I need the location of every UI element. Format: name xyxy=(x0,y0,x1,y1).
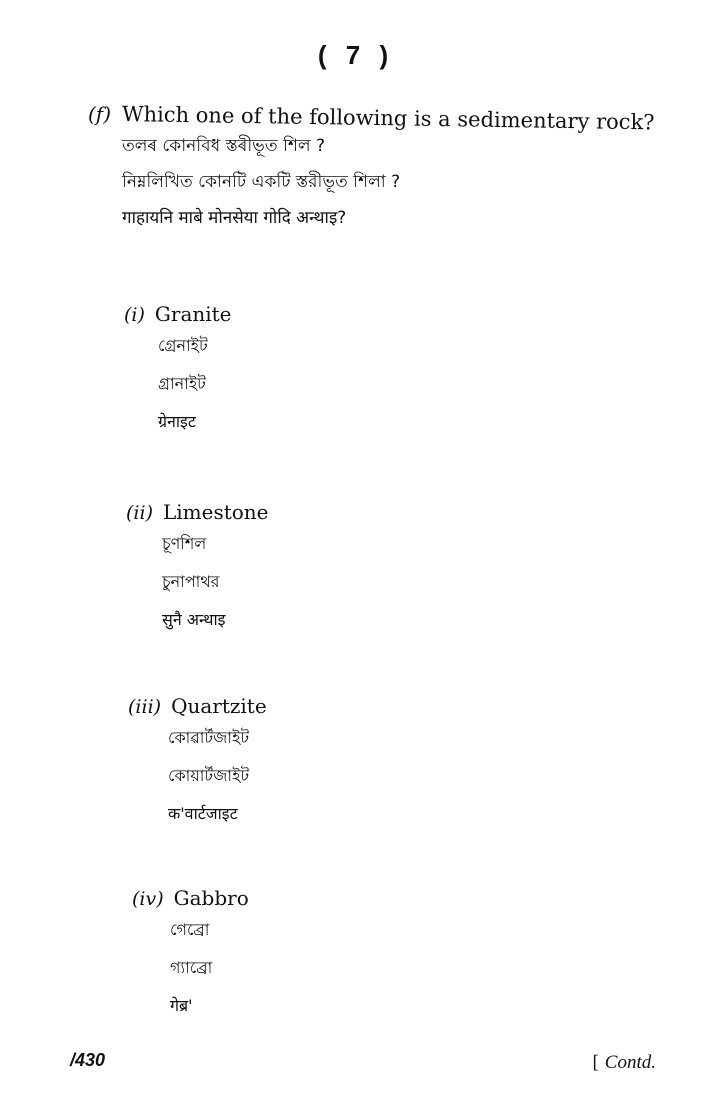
option-gabbro xyxy=(132,886,532,1016)
question-label: (f) xyxy=(88,102,112,126)
option-text-english: Granite xyxy=(154,302,232,326)
option-text-english: Quartzite xyxy=(171,694,267,718)
question-text-bengali: নিম্নলিখিত কোনটি একটি স্তরীভূত শিলা ? xyxy=(122,172,401,192)
option-label: (ii) xyxy=(126,502,153,524)
option-text-bodo: सुनै अन्थाइ xyxy=(162,610,226,629)
question-row xyxy=(88,102,688,135)
option-label: (i) xyxy=(124,304,145,326)
option-granite xyxy=(124,302,524,432)
option-text-bengali: কোয়ার্টজাইট xyxy=(168,766,250,785)
option-text-assamese: গেব্ৰো xyxy=(170,920,210,939)
option-quartzite xyxy=(128,694,528,824)
option-translations xyxy=(168,728,528,824)
option-row xyxy=(126,500,526,524)
option-translations xyxy=(162,534,526,630)
option-text-bengali: গ্রানাইট xyxy=(158,374,206,393)
option-translations xyxy=(158,336,524,432)
question-translations xyxy=(122,136,688,228)
option-text-english: Limestone xyxy=(162,500,269,524)
question-text-english: Which one of the following is a sedimentary rock? xyxy=(121,102,655,135)
continued-bracket: [ xyxy=(592,1052,599,1073)
option-row xyxy=(132,886,532,910)
continued-label: Contd. xyxy=(604,1052,656,1073)
question-block xyxy=(88,102,688,228)
page-number: ( 7 ) xyxy=(317,40,395,70)
option-row xyxy=(128,694,528,718)
paper-code: /430 xyxy=(70,1050,106,1070)
option-limestone xyxy=(126,500,526,630)
continued-note xyxy=(592,1052,656,1074)
option-text-bodo: गेब्र' xyxy=(170,996,193,1015)
option-translations xyxy=(170,920,532,1016)
option-text-bodo: क'वार्टजाइट xyxy=(168,804,238,823)
option-label: (iii) xyxy=(128,696,162,718)
option-text-assamese: কোৱাৰ্টজাইট xyxy=(168,728,250,747)
option-text-assamese: গ্ৰেনাইট xyxy=(158,336,208,355)
option-text-assamese: চূণশিল xyxy=(162,534,207,553)
option-text-bengali: চুনাপাথর xyxy=(162,572,220,591)
option-text-english: Gabbro xyxy=(173,886,249,910)
option-row xyxy=(124,302,524,326)
option-text-bengali: গ্যাব্রো xyxy=(170,958,213,977)
question-text-bodo: गाहायनि माबे मोनसेया गोदि अन्थाइ? xyxy=(122,208,347,228)
question-text-assamese: তলৰ কোনবিধ স্তৰীভূত শিল ? xyxy=(122,136,326,156)
option-label: (iv) xyxy=(132,888,164,910)
option-text-bodo: ग्रेनाइट xyxy=(158,412,196,431)
